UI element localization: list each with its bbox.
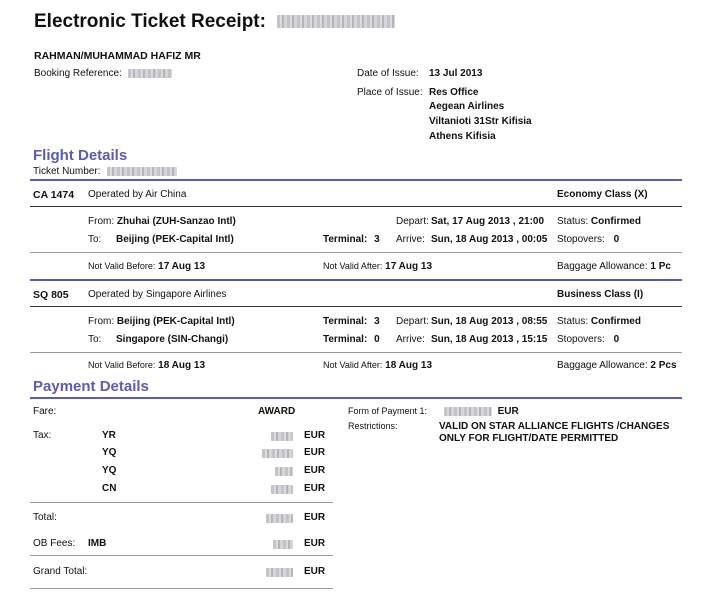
flight-details-heading: Flight Details: [33, 147, 128, 164]
flight-code: SQ 805: [33, 289, 69, 301]
nvb-label: Not Valid Before:: [88, 261, 156, 271]
depart-label: Depart:: [396, 316, 429, 327]
section-divider: [30, 397, 682, 399]
terminal-label: Terminal:: [323, 234, 368, 245]
ob-fees-currency: EUR: [304, 538, 326, 549]
booking-ref-label: Booking Reference:: [34, 68, 122, 79]
depart-value: Sun, 18 Aug 2013 , 08:55: [431, 316, 548, 327]
tax-code: CN: [102, 483, 117, 494]
stopovers-row: [557, 334, 619, 345]
terminal-label: Terminal:: [323, 316, 368, 327]
payment-details-heading: Payment Details: [33, 378, 149, 395]
tax-code: YQ: [102, 447, 117, 458]
status-value: Confirmed: [590, 316, 641, 327]
redacted-total: [266, 514, 293, 523]
place-issue-label: Place of Issue:: [357, 87, 423, 98]
depart-value: Sat, 17 Aug 2013 , 21:00: [431, 216, 545, 227]
status-row: [557, 316, 641, 327]
date-issue-value: 13 Jul 2013: [429, 68, 483, 79]
redacted-ticket-number: [277, 15, 395, 28]
tax-code: YQ: [102, 465, 117, 476]
operated-by: Operated by Air China: [88, 189, 187, 200]
nva-label: Not Valid After:: [323, 360, 383, 370]
nvb-label: Not Valid Before:: [88, 360, 156, 370]
section-divider: [30, 179, 682, 181]
from-row: [88, 216, 236, 227]
nva-value: 17 Aug 13: [385, 261, 433, 272]
tax-currency: EUR: [304, 483, 326, 494]
tax-currency: EUR: [304, 430, 326, 441]
not-valid-after: [323, 261, 432, 272]
flight-code: CA 1474: [33, 189, 75, 201]
row-divider: [30, 252, 682, 253]
redacted-grand-total: [266, 568, 293, 577]
section-divider: [30, 279, 682, 281]
from-row: [88, 316, 235, 327]
total-label: Total:: [33, 512, 57, 523]
row-divider: [30, 306, 682, 307]
to-label: To:: [88, 334, 102, 345]
receipt-title-text: Electronic Ticket Receipt:: [34, 11, 266, 32]
ob-fees-code: IMB: [88, 538, 107, 549]
redacted-ob-fee: [273, 540, 293, 549]
terminal-row: [323, 234, 380, 245]
row-divider: [30, 352, 682, 353]
redacted-tax-amount: [271, 432, 293, 441]
baggage-value: 1 Pc: [650, 261, 671, 272]
booking-reference: [34, 68, 172, 79]
nvb-value: 18 Aug 13: [158, 360, 206, 371]
redacted-form-of-payment: [444, 407, 492, 416]
tax-currency: EUR: [304, 465, 326, 476]
from-airport: Zhuhai (ZUH-Sanzao Intl): [116, 216, 236, 227]
not-valid-before: [88, 261, 205, 272]
status-label: Status:: [557, 316, 589, 327]
redacted-tax-amount: [262, 449, 293, 458]
bottom-divider: [30, 588, 333, 589]
baggage-allowance: [557, 261, 671, 272]
status-value: Confirmed: [590, 216, 641, 227]
place-issue-line: Athens Kifisia: [429, 131, 496, 142]
passenger-name: RAHMAN/MUHAMMAD HAFIZ MR: [34, 50, 201, 62]
operated-by: Operated by Singapore Airlines: [88, 289, 227, 300]
fare-value: AWARD: [258, 406, 296, 417]
to-label: To:: [88, 234, 102, 245]
terminal-value: 3: [374, 234, 380, 245]
receipt-title: [34, 11, 395, 33]
restrictions-line: ONLY FOR FLIGHT/DATE PERMITTED: [439, 433, 619, 444]
stopovers-value: 0: [613, 334, 620, 345]
terminal-label: Terminal:: [323, 334, 368, 345]
terminal-value: 0: [374, 334, 380, 345]
place-issue-line: Res Office: [429, 87, 479, 98]
booking-class: Economy Class (X): [557, 189, 648, 200]
tax-currency: EUR: [304, 447, 326, 458]
arrive-value: Sun, 18 Aug 2013 , 00:05: [431, 234, 548, 245]
tax-label: Tax:: [33, 430, 52, 441]
ticket-number-label: Ticket Number:: [33, 166, 101, 177]
grand-total-currency: EUR: [304, 566, 326, 577]
arrive-label: Arrive:: [396, 234, 425, 245]
total-divider: [30, 502, 333, 503]
grand-total-divider: [30, 555, 333, 556]
nvb-value: 17 Aug 13: [158, 261, 206, 272]
redacted-ticket-number-small: [107, 167, 177, 176]
terminal-row: [323, 316, 380, 327]
depart-label: Depart:: [396, 216, 429, 227]
not-valid-after: [323, 360, 432, 371]
ob-fees-label: OB Fees:: [33, 538, 76, 549]
terminal-value: 3: [374, 316, 380, 327]
grand-total-label: Grand Total:: [33, 566, 88, 577]
baggage-allowance: [557, 360, 677, 371]
redacted-tax-amount: [271, 485, 293, 494]
fare-label: Fare:: [33, 406, 57, 417]
terminal-row: [323, 334, 380, 345]
place-issue-line: Aegean Airlines: [429, 101, 505, 112]
from-airport: Beijing (PEK-Capital Intl): [116, 316, 235, 327]
nva-label: Not Valid After:: [323, 261, 383, 271]
from-label: From:: [88, 316, 115, 327]
arrive-value: Sun, 18 Aug 2013 , 15:15: [431, 334, 548, 345]
baggage-label: Baggage Allowance:: [557, 261, 648, 272]
restrictions-line: VALID ON STAR ALLIANCE FLIGHTS /CHANGES: [439, 421, 670, 432]
tax-code: YR: [102, 430, 116, 441]
ticket-number: [33, 166, 177, 177]
to-airport: Beijing (PEK-Capital Intl): [116, 234, 234, 245]
not-valid-before: [88, 360, 205, 371]
restrictions-label: Restrictions:: [348, 421, 398, 431]
form-payment-currency: EUR: [497, 406, 519, 417]
form-of-payment: [348, 406, 519, 417]
status-row: [557, 216, 641, 227]
stopovers-value: 0: [613, 234, 620, 245]
row-divider: [30, 206, 682, 207]
stopovers-row: [557, 234, 619, 245]
nva-value: 18 Aug 13: [385, 360, 433, 371]
baggage-label: Baggage Allowance:: [557, 360, 648, 371]
date-issue-label: Date of Issue:: [357, 68, 419, 79]
to-airport: Singapore (SIN-Changi): [116, 334, 229, 345]
stopovers-label: Stopovers:: [557, 334, 605, 345]
redacted-booking-ref: [128, 69, 172, 78]
from-label: From:: [88, 216, 115, 227]
redacted-tax-amount: [275, 467, 293, 476]
form-payment-label: Form of Payment 1:: [348, 406, 428, 416]
baggage-value: 2 Pcs: [650, 360, 677, 371]
arrive-label: Arrive:: [396, 334, 425, 345]
stopovers-label: Stopovers:: [557, 234, 605, 245]
total-currency: EUR: [304, 512, 326, 523]
status-label: Status:: [557, 216, 589, 227]
booking-class: Business Class (I): [557, 289, 644, 300]
place-issue-line: Viltanioti 31Str Kifisia: [429, 116, 532, 127]
